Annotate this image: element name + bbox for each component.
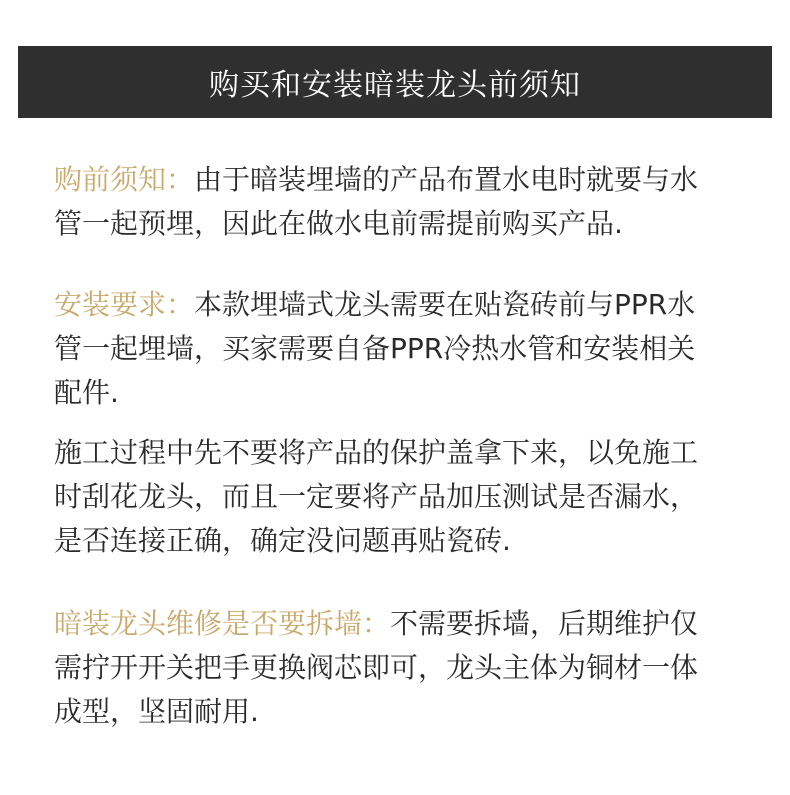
page-title: 购买和安装暗装龙头前须知 [209,68,581,103]
purchase-notice-label: 购前须知： [54,163,195,196]
purchase-notice-paragraph [54,158,744,246]
maintenance-text: 不需要拆墙，后期维护仅 需拧开开关把手更换阀芯即可，龙头主体为铜材一体 成型，坚固耐用. [54,607,699,728]
header-bar [18,46,772,118]
purchase-notice-text: 由于暗装埋墙的产品布置水电时就要与水 管一起预埋，因此在做水电前需提前购买产品. [54,163,699,240]
install-requirements-text: 本款埋墙式龙头需要在贴瓷砖前与PPR水 管一起埋墙，买家需要自备PPR冷热水管和安装相关 配件. [54,288,696,409]
maintenance-label: 暗装龙头维修是否要拆墙： [54,607,391,640]
construction-notes-paragraph [54,431,744,563]
construction-notes-text: 施工过程中先不要将产品的保护盖拿下来，以免施工 时刮花龙头，而且一定要将产品加压测试是否漏水， 是否连接正确，确定没问题再贴瓷砖. [54,436,699,557]
maintenance-paragraph [54,602,744,734]
install-requirements-paragraph [54,283,744,415]
install-requirements-label: 安装要求： [54,288,195,321]
